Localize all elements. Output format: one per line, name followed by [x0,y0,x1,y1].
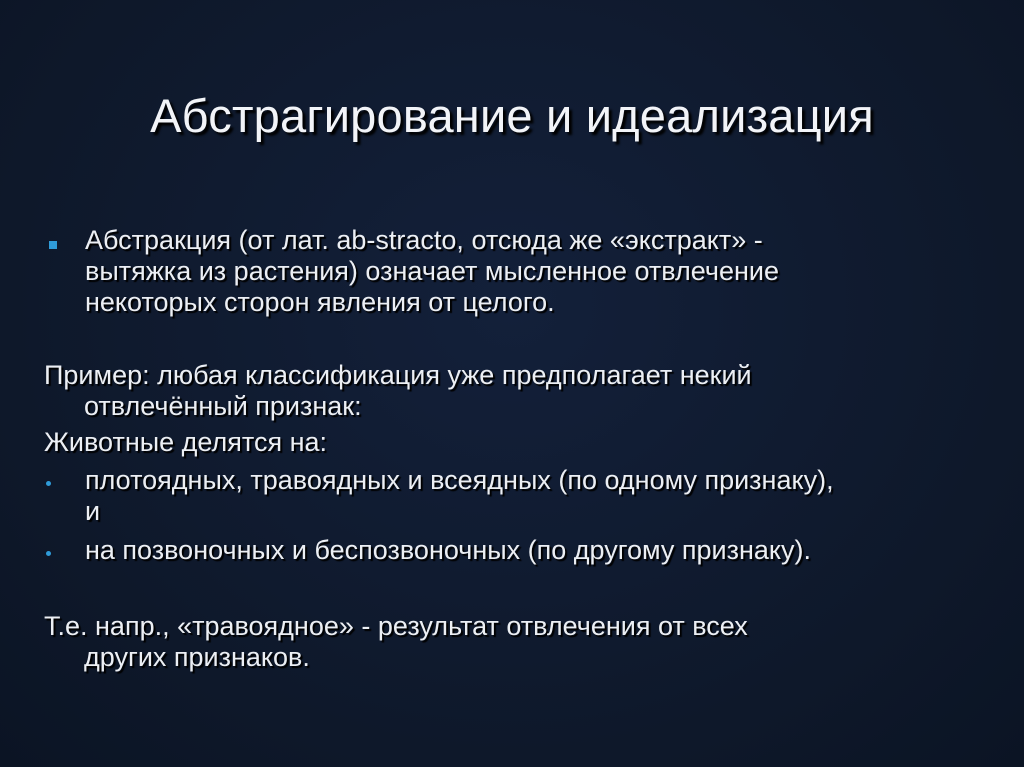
square-bullet-icon [49,241,57,249]
animals-item-1-line-1: плотоядных, травоядных и всеядных (по одному признаку), [85,465,834,495]
example-line-2: отвлечённый признак: [84,391,362,421]
abstraction-line-1: Абстракция (от лат. ab-stracto, отсюда же «экстракт» - [85,225,763,255]
dot-bullet-icon [46,551,51,556]
animals-item-2 [85,535,1005,566]
animals-item-1 [85,465,1005,527]
abstraction-line-3: некоторых сторон явления от целого. [85,287,555,317]
conclusion-paragraph [44,611,984,673]
example-line-1: Пример: любая классификация уже предполагает некий [44,360,752,390]
animals-item-1-line-2: и [85,496,101,526]
conclusion-line-2: других признаков. [84,642,310,672]
dot-bullet-icon [46,481,51,486]
abstraction-line-2: вытяжка из растения) означает мысленное отвлечение [85,256,779,286]
animals-intro: Животные делятся на: [44,427,328,457]
animals-item-2-line-1: на позвоночных и беспозвоночных (по другому признаку). [85,535,812,565]
abstraction-paragraph [85,225,985,318]
conclusion-line-1: Т.е. напр., «травоядное» - результат отвлечения от всех [44,611,748,641]
example-paragraph [44,360,984,422]
slide-title: Абстрагирование и идеализация [150,89,874,142]
